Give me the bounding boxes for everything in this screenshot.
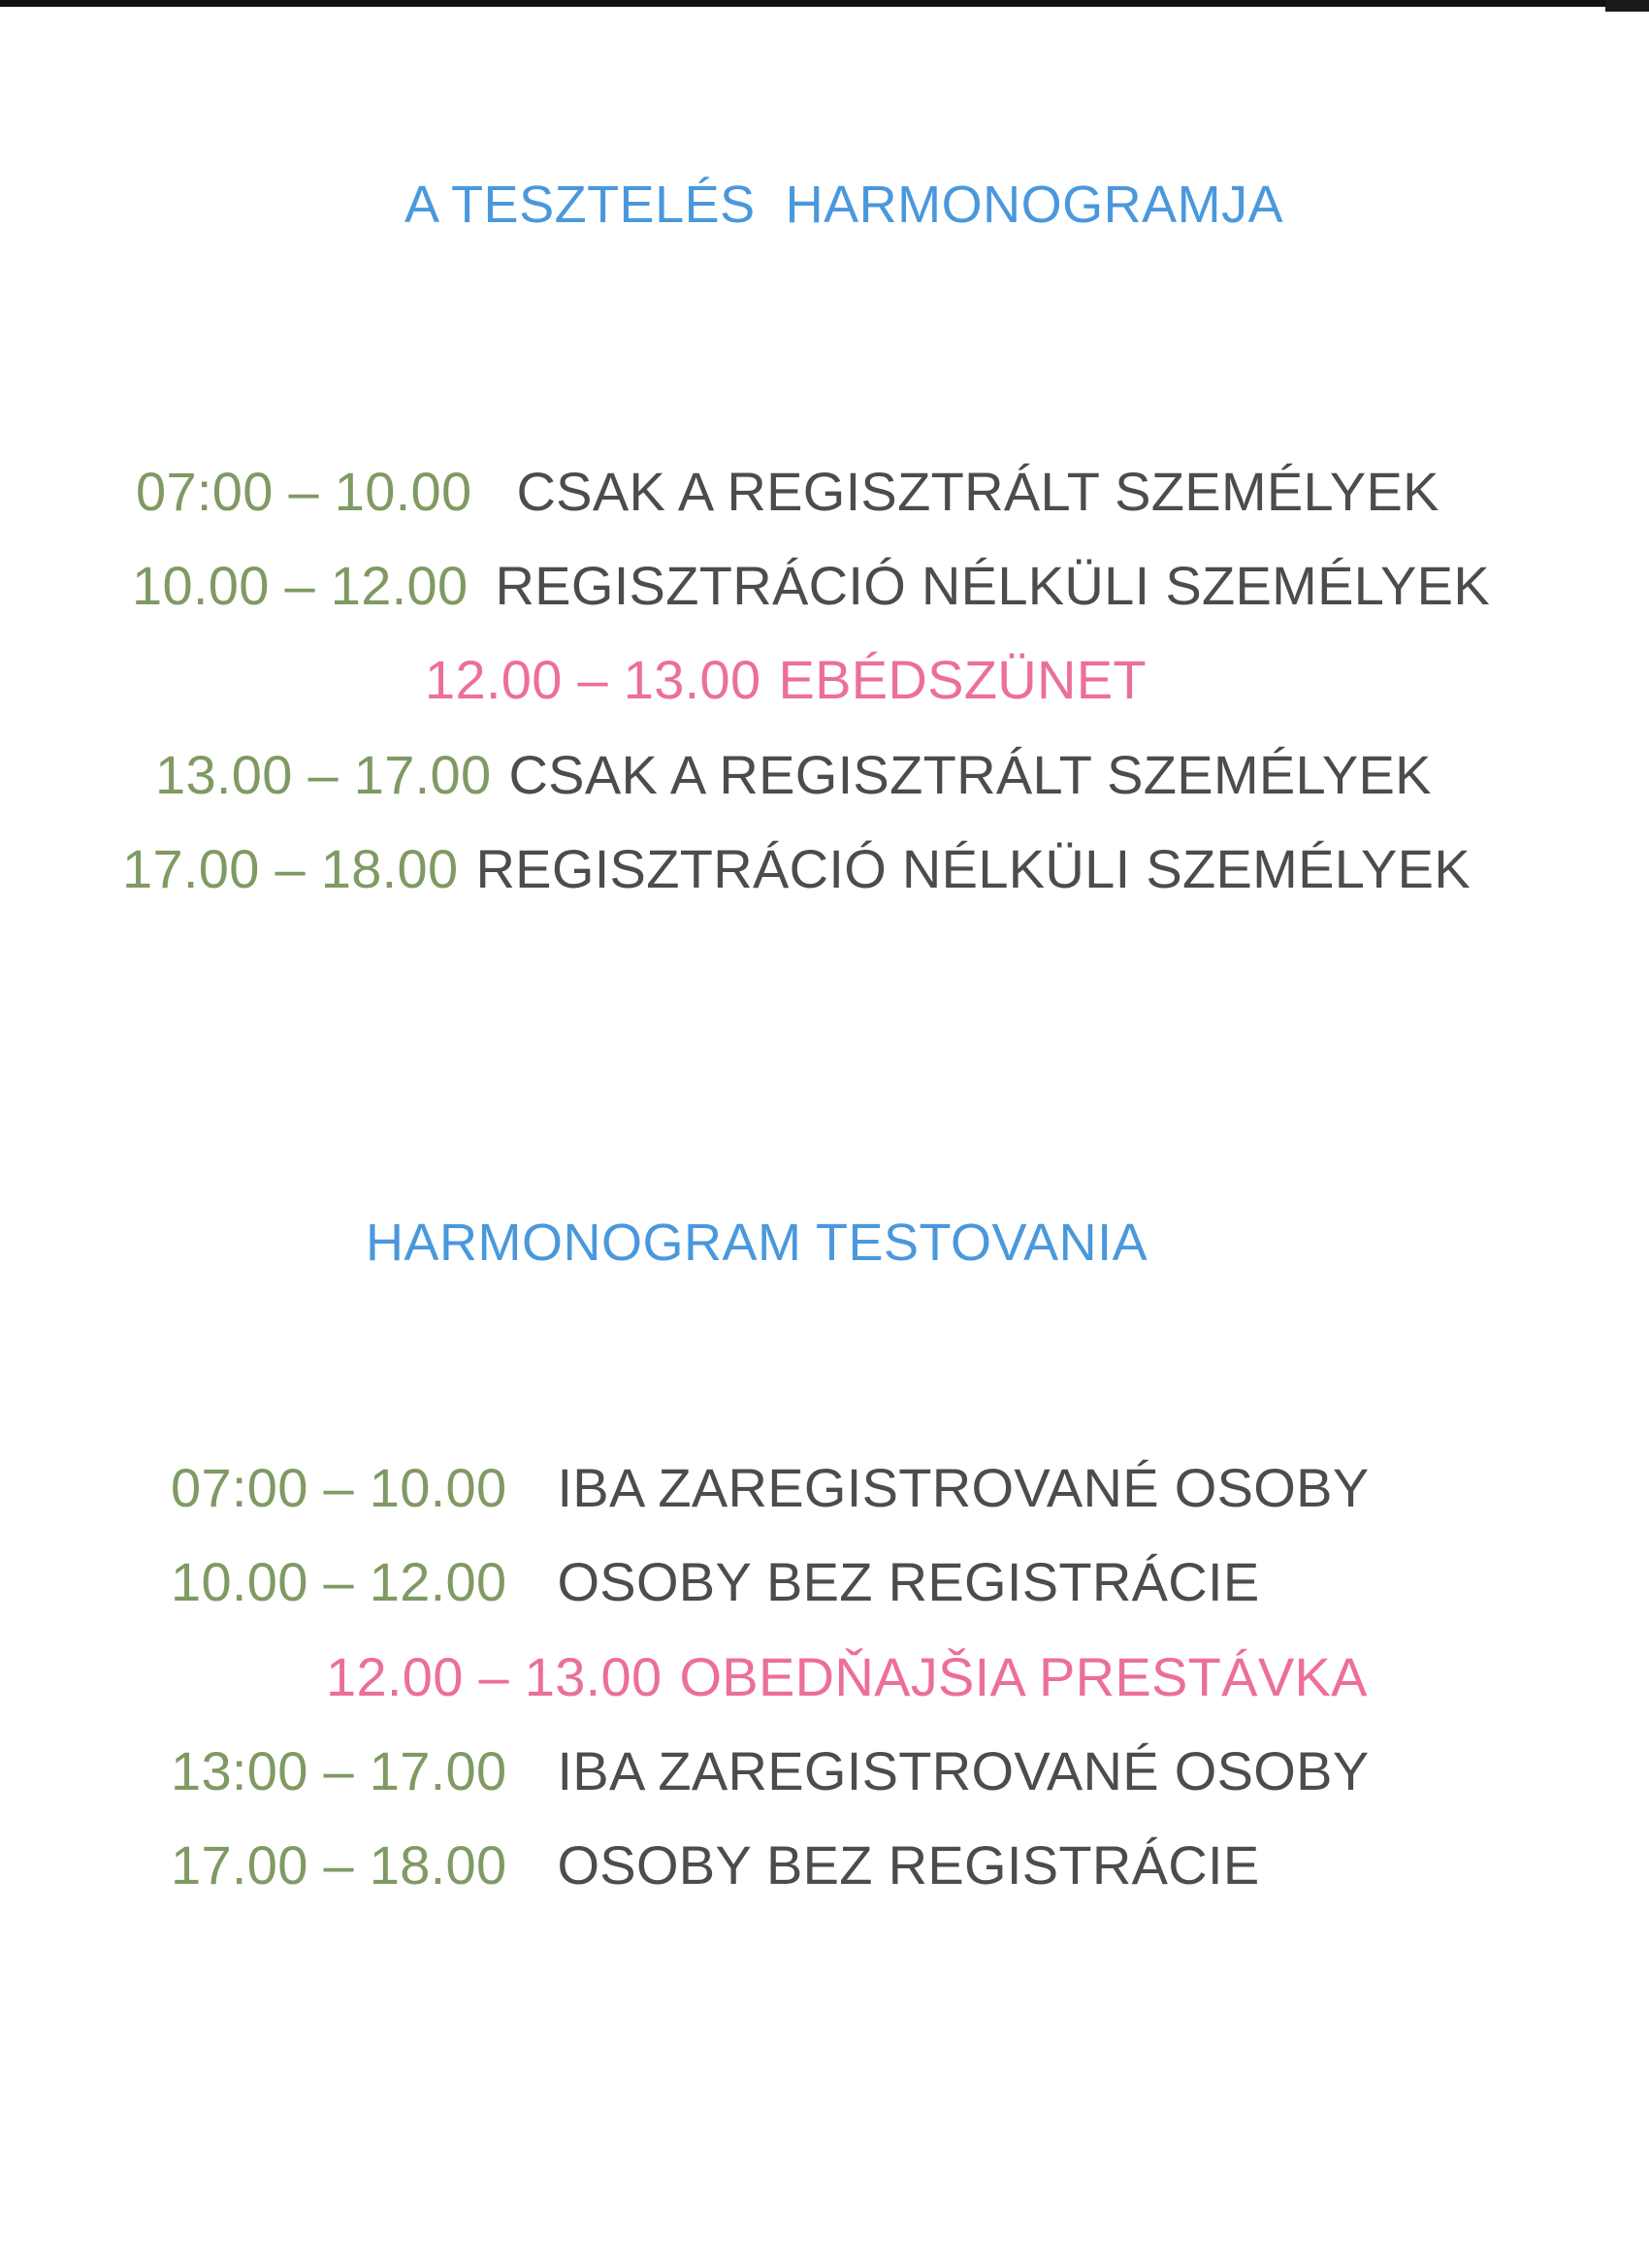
sk-row-1-time: 07:00 – 10.00: [171, 1457, 507, 1518]
hu-row-1-time: 07:00 – 10.00: [136, 461, 472, 522]
hu-row-2-text: REGISZTRÁCIÓ NÉLKÜLI SZEMÉLYEK: [495, 555, 1490, 616]
sk-row-5-text: OSOBY BEZ REGISTRÁCIE: [557, 1834, 1260, 1895]
sk-row-3-time: 12.00 – 13.00: [326, 1646, 663, 1707]
hu-row-1-text: CSAK A REGISZTRÁLT SZEMÉLYEK: [516, 461, 1439, 522]
hu-row-2: [132, 554, 1490, 617]
hu-row-1: [136, 460, 1439, 523]
sk-row-2-time: 10.00 – 12.00: [171, 1551, 507, 1612]
hu-row-4-text: CSAK A REGISZTRÁLT SZEMÉLYEK: [508, 744, 1432, 805]
hu-row-3-lunch: [425, 648, 1147, 711]
sk-row-2: [171, 1550, 1260, 1613]
sk-row-4-text: IBA ZAREGISTROVANÉ OSOBY: [557, 1740, 1370, 1801]
scan-edge-top: [0, 0, 1649, 7]
hu-row-5-text: REGISZTRÁCIÓ NÉLKÜLI SZEMÉLYEK: [475, 838, 1471, 899]
hu-row-5-time: 17.00 – 18.00: [122, 838, 459, 899]
sk-row-3-lunch: [326, 1645, 1368, 1708]
sk-row-2-text: OSOBY BEZ REGISTRÁCIE: [557, 1551, 1260, 1612]
hu-row-4-time: 13.00 – 17.00: [155, 744, 492, 805]
sk-row-1: [171, 1456, 1369, 1519]
sk-title: HARMONOGRAM TESTOVANIA: [366, 1214, 1148, 1272]
hu-row-5: [122, 837, 1471, 900]
hu-row-3-text: EBÉDSZÜNET: [778, 649, 1147, 710]
hu-row-2-time: 10.00 – 12.00: [132, 555, 469, 616]
hu-title: A TESZTELÉS HARMONOGRAMJA: [404, 176, 1284, 234]
sk-row-5: [171, 1833, 1260, 1896]
sk-row-4-time: 13:00 – 17.00: [171, 1740, 507, 1801]
sk-row-3-text: OBEDŇAJŠIA PRESTÁVKA: [679, 1646, 1368, 1707]
scan-edge-right: [1605, 0, 1649, 12]
hu-row-3-time: 12.00 – 13.00: [425, 649, 761, 710]
hu-row-4: [155, 743, 1432, 806]
sk-row-5-time: 17.00 – 18.00: [171, 1834, 507, 1895]
sk-row-4: [171, 1739, 1369, 1802]
sk-row-1-text: IBA ZAREGISTROVANÉ OSOBY: [557, 1457, 1370, 1518]
